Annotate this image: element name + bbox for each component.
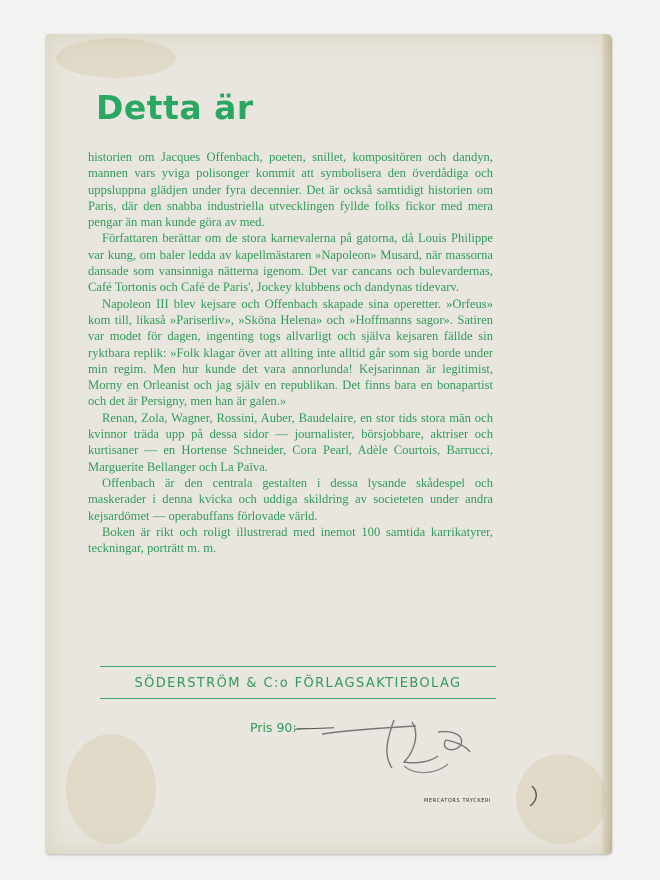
publisher-name: SÖDERSTRÖM & C:o FÖRLAGSAKTIEBOLAG (134, 676, 462, 691)
divider-bottom (100, 698, 496, 699)
cover-edge (602, 34, 612, 854)
blurb-paragraph: Offenbach är den centrala gestalten i dessa lysande skådespel och maskerader i denna kvicka och uddiga skildring av societeten under andra kejsardömet — operabuffans förlovade värld. (88, 475, 493, 523)
blurb-paragraph: Renan, Zola, Wagner, Rossini, Auber, Baudelaire, en stor tids stora män och kvinnor träda upp på dessa sidor — journalister, börsjobbare, aktriser och kurtisaner — en Hortense Schneider, Cora Pearl, Adèle Courtois, Barrucci, Marguerite Bellanger och La Païva. (88, 410, 493, 474)
blurb-text (88, 149, 493, 556)
blurb-paragraph: Napoleon III blev kejsare och Offenbach skapade sina operetter. »Orfeus» kom till, likaså »Pariserliv», »Sköna Helena» och »Hoffmanns sagor». Satiren var modet för dagen, ingenting togs allvarligt och själva kejsaren fällde sin ryktbara replik: »Folk klagar över att allting inte alltid går som sig borde under min regim. Men hur kunde det vara annorlunda! Kejsarinnan är legitimist, Morny en Orleanist och jag själv en republikan. Det finns bara en bonapartist och det är Persigny, men han är galen.» (88, 296, 493, 409)
blurb-paragraph: Författaren berättar om de stora karnevalerna på gatorna, då Louis Philippe var kung, om baler ledda av kapellmästaren »Napoleon» Musard, när massorna dansade som vansinniga nätterna igenom. Det var cancans och bulevardernas, Café Tortonis och Café de Paris', Jockey klubbens och dandynas tidevarv. (88, 231, 493, 295)
blurb-paragraph: historien om Jacques Offenbach, poeten, snillet, kompositören och dandyn, mannen vars yviga polisonger kommit att symbolisera den överdådiga och uppsluppna glädjen under fyra decennier. Det är också samtidigt historien om Paris, där den snabba industriella utvecklingen fyllde folks fickor med mera pengar än man kunde göra av med. (88, 150, 493, 230)
blurb-paragraph: Boken är rikt och roligt illustrerad med inemot 100 samtida karrikatyrer, teckningar, porträtt m. m. (88, 524, 493, 556)
price-value: 90:— (276, 720, 310, 735)
price-label: Pris (250, 720, 273, 735)
paper-stain (56, 38, 176, 78)
paper-stain (66, 734, 156, 844)
divider-top (100, 666, 496, 667)
cover-heading: Detta är (96, 88, 254, 127)
handwritten-price-scribble (320, 712, 480, 782)
corner-bracket-mark (528, 784, 542, 810)
printer-mark: MERCATORS TRYCKERI (424, 798, 492, 804)
